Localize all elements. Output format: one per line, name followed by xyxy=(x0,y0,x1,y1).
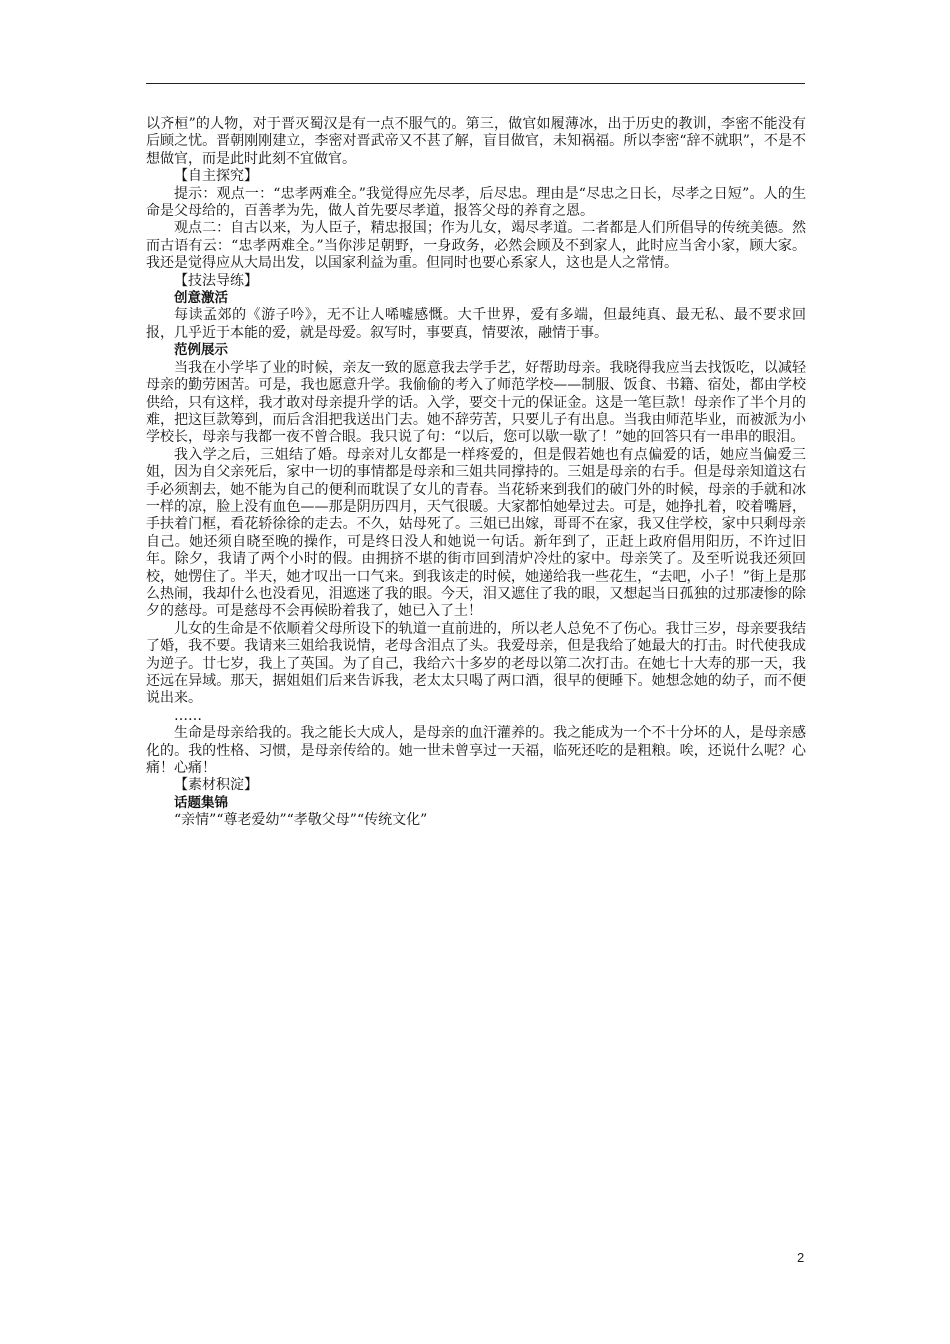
ellipsis: …… xyxy=(174,707,202,724)
paragraph-guandian-2: 观点二：自古以来，为人臣子，精忠报国；作为儿女，竭尽孝道。二者都是人们所倡导的传统美德。然而古语有云：“忠孝两难全。”当你涉足朝野，一身政务，必然会顾及不到家人，此时应当舍小家，顾大家。我还是觉得应从大局出发，以国家利益为重。但同时也要心系家人，这也是人之常情。 xyxy=(146,220,806,272)
header-rule xyxy=(146,83,805,84)
paragraph-fanli-3: 儿女的生命是不依顺着父母所设下的轨道一直前进的，所以老人总免不了伤心。我廿三岁，母亲要我结了婚，我不要。我请来三姐给我说情，老母含泪点了头。我爱母亲，但是我给了她最大的打击。时代使我成为逆子。廿七岁，我上了英国。为了自己，我给六十多岁的老母以第二次打击。在她七十大寿的那一天，我还远在异域。那天，据姐姐们后来告诉我，老太太只喝了两口酒，很早的便睡下。她想念她的幼子，而不便说出来。 xyxy=(146,620,806,707)
paragraph-chuangyi: 每读孟郊的《游子吟》，无不让人唏嘘感慨。大千世界，爱有多端，但最纯真、最无私、最不要求回报，几乎近于本能的爱，就是母爱。叙写时，事要真，情要浓，融情于事。 xyxy=(146,307,806,341)
paragraph-lead: 以齐桓”的人物，对于晋灭蜀汉是有一点不服气的。第三，做官如履薄冰，出于历史的教训，李密不能没有后顾之忧。晋朝刚刚建立，李密对晋武帝又不甚了解，盲目做官，未知祸福。所以李密“辞不就职”，不是不想做官，而是此时此刻不宜做官。 xyxy=(146,116,806,167)
page-number: 2 xyxy=(797,1250,805,1265)
paragraph-fanli-2: 我入学之后，三姐结了婚。母亲对儿女都是一样疼爱的，但是假若她也有点偏爱的话，她应当偏爱三姐，因为自父亲死后，家中一切的事情都是母亲和三姐共同撑持的。三姐是母亲的右手。但是母亲知道这右手必须割去，她不能为自己的便利而耽误了女儿的青春。当花轿来到我们的破门外的时候，母亲的手就和冰一样的凉，脸上没有血色——那是阴历四月，天气很暖。大家都怕她晕过去。可是，她挣扎着，咬着嘴唇，手扶着门框，看花轿徐徐的走去。不久，姑母死了。三姐已出嫁，哥哥不在家，我又住学校，家中只剩母亲自己。她还须自晓至晚的操作，可是终日没人和她说一句话。新年到了，正赶上政府倡用阳历，不许过旧年。除夕，我请了两个小时的假。由拥挤不堪的街市回到清炉冷灶的家中。母亲笑了。及至听说我还须回校，她愣住了。半天，她才叹出一口气来。到我该走的时候，她递给我一些花生，“去吧，小子！”街上是那么热闹，我却什么也没看见，泪遮迷了我的眼。今天，泪又遮住了我的眼，又想起当日孤独的过那凄惨的除夕的慈母。可是慈母不会再候盼着我了，她已入了土！ xyxy=(146,446,806,620)
heading-jifa-daolian: 【技法导练】 xyxy=(174,272,258,289)
paragraph-fanli-4: 生命是母亲给我的。我之能长大成人，是母亲的血汗灌养的。我之能成为一个不十分坏的人，是母亲感化的。我的性格、习惯，是母亲传给的。她一世未曾享过一天福，临死还吃的是粗粮。唉，还说什么呢？心痛！心痛！ xyxy=(146,725,806,777)
subheading-fanli-zhanshi: 范例展示 xyxy=(174,342,228,359)
heading-sucai-jidian: 【素材积淀】 xyxy=(174,777,258,794)
paragraph-fanli-1: 当我在小学毕了业的时候，亲友一致的愿意我去学手艺，好帮助母亲。我晓得我应当去找饭吃，以减轻母亲的勤劳困苦。可是，我也愿意升学。我偷偷的考入了师范学校——制服、饭食、书籍、宿处，都由学校供给，只有这样，我才敢对母亲提升学的话。入学，要交十元的保证金。这是一笔巨款！母亲作了半个月的难，把这巨款筹到，而后含泪把我送出门去。她不辞劳苦，只要儿子有出息。当我由师范毕业，而被派为小学校长，母亲与我都一夜不曾合眼。我只说了句：“以后，您可以歇一歇了！”她的回答只有一串串的眼泪。 xyxy=(146,359,806,446)
subheading-chuangyi-jihuo: 创意激活 xyxy=(174,290,228,307)
document-body xyxy=(146,116,806,830)
paragraph-tishi: 提示：观点一：“忠孝两难全。”我觉得应先尽孝，后尽忠。理由是“尽忠之日长，尽孝之日短”。人的生命是父母给的，百善孝为先，做人首先要尽孝道，报答父母的养育之恩。 xyxy=(146,185,806,220)
heading-zizhu-tanjiu: 【自主探究】 xyxy=(174,168,258,185)
paragraph-huati: “亲情”“尊老爱幼”“孝敬父母”“传统文化” xyxy=(174,812,428,829)
subheading-huati-jijin: 话题集锦 xyxy=(174,794,228,811)
